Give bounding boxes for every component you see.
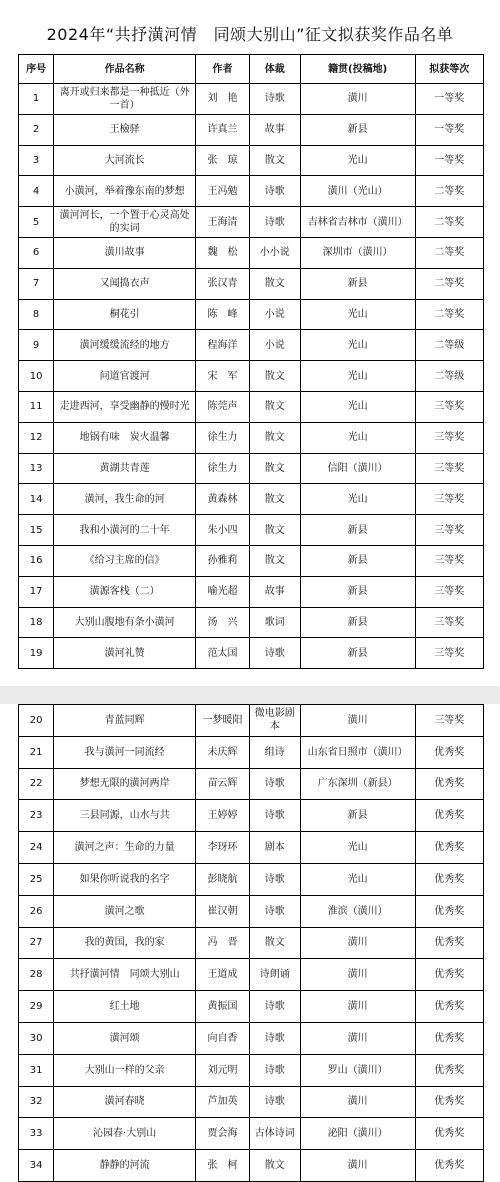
cell-award: 二等奖 (415, 176, 483, 207)
table-row (19, 484, 484, 515)
cell-no: 14 (19, 484, 54, 515)
cell-work-title: 大别山一样的父亲 (54, 1054, 196, 1086)
cell-award: 三等奖 (415, 607, 483, 638)
cell-author: 冯 晋 (196, 927, 250, 959)
cell-author: 刘元明 (196, 1054, 250, 1086)
cell-award: 优秀奖 (415, 800, 483, 832)
cell-origin: 潢川 (300, 1022, 415, 1054)
table-row (19, 145, 484, 176)
cell-genre: 小小说 (249, 237, 300, 268)
cell-author: 陈莞声 (196, 391, 250, 422)
cell-award: 二等奖 (415, 299, 483, 330)
cell-work-title: 我的黄国，我的家 (54, 927, 196, 959)
cell-no: 27 (19, 927, 54, 959)
table-row (19, 705, 484, 737)
table-row (19, 84, 484, 115)
cell-award: 三等奖 (415, 545, 483, 576)
cell-author: 未庆辉 (196, 736, 250, 768)
cell-origin: 光山 (300, 484, 415, 515)
cell-work-title: 地锅有味 炭火温馨 (54, 422, 196, 453)
cell-award: 优秀奖 (415, 991, 483, 1023)
cell-author: 王冯勉 (196, 176, 250, 207)
cell-no: 19 (19, 638, 54, 669)
cell-work-title: 红土地 (54, 991, 196, 1023)
cell-work-title: 潢源客栈（二） (54, 576, 196, 607)
cell-no: 30 (19, 1022, 54, 1054)
header-genre: 体裁 (249, 55, 300, 84)
table-row (19, 927, 484, 959)
table-row (19, 515, 484, 546)
cell-work-title: 《给习主席的信》 (54, 545, 196, 576)
cell-author: 彭晓航 (196, 863, 250, 895)
cell-origin: 潢川 (300, 1086, 415, 1118)
cell-origin: 光山 (300, 361, 415, 392)
cell-genre: 散文 (249, 515, 300, 546)
cell-author: 孙雅莉 (196, 545, 250, 576)
table-row (19, 391, 484, 422)
cell-genre: 故事 (249, 114, 300, 145)
table-row (19, 207, 484, 238)
cell-origin: 潢川 (300, 991, 415, 1023)
cell-genre: 诗歌 (249, 1054, 300, 1086)
cell-origin: 新县 (300, 638, 415, 669)
table-row (19, 895, 484, 927)
cell-origin: 泌阳（潢川） (300, 1118, 415, 1150)
cell-origin: 光山 (300, 863, 415, 895)
cell-no: 1 (19, 84, 54, 115)
cell-no: 15 (19, 515, 54, 546)
cell-work-title: 王檢驿 (54, 114, 196, 145)
cell-origin: 罗山（潢川） (300, 1054, 415, 1086)
cell-work-title: 黄湖共青莲 (54, 453, 196, 484)
cell-no: 2 (19, 114, 54, 145)
cell-no: 13 (19, 453, 54, 484)
cell-award: 三等奖 (415, 484, 483, 515)
cell-genre: 散文 (249, 545, 300, 576)
cell-genre: 散文 (249, 361, 300, 392)
cell-work-title: 潢河颂 (54, 1022, 196, 1054)
cell-origin: 潢川 (300, 1150, 415, 1182)
cell-author: 范太国 (196, 638, 250, 669)
cell-no: 25 (19, 863, 54, 895)
cell-author: 徐生力 (196, 453, 250, 484)
document-title: 2024年“共抒潢河情 同颂大别山”征文拟获奖作品名单 (46, 25, 454, 44)
cell-no: 18 (19, 607, 54, 638)
cell-origin: 光山 (300, 299, 415, 330)
cell-genre: 诗歌 (249, 638, 300, 669)
cell-genre: 歌词 (249, 607, 300, 638)
cell-no: 5 (19, 207, 54, 238)
cell-no: 6 (19, 237, 54, 268)
table-row (19, 1022, 484, 1054)
cell-genre: 散文 (249, 145, 300, 176)
cell-author: 汤 兴 (196, 607, 250, 638)
cell-no: 12 (19, 422, 54, 453)
award-table-part-1 (18, 54, 484, 669)
cell-award: 优秀奖 (415, 768, 483, 800)
cell-no: 24 (19, 832, 54, 864)
cell-author: 王道成 (196, 959, 250, 991)
cell-award: 二等奖 (415, 268, 483, 299)
cell-author: 程海洋 (196, 330, 250, 361)
cell-genre: 组诗 (249, 736, 300, 768)
table-row (19, 330, 484, 361)
table-row (19, 176, 484, 207)
cell-author: 喻光超 (196, 576, 250, 607)
cell-origin: 新县 (300, 607, 415, 638)
cell-origin: 光山 (300, 330, 415, 361)
cell-author: 向自香 (196, 1022, 250, 1054)
cell-award: 一等奖 (415, 114, 483, 145)
cell-origin: 光山 (300, 422, 415, 453)
cell-origin: 新县 (300, 268, 415, 299)
table-row (19, 768, 484, 800)
table-row (19, 1086, 484, 1118)
cell-genre: 散文 (249, 453, 300, 484)
cell-work-title: 离开或归来都是一种抵近（外一首） (54, 84, 196, 115)
table-row (19, 453, 484, 484)
cell-work-title: 潢川故事 (54, 237, 196, 268)
table-row (19, 991, 484, 1023)
table-row (19, 545, 484, 576)
cell-origin: 信阳（潢川） (300, 453, 415, 484)
cell-work-title: 走进西河，享受幽静的慢时光 (54, 391, 196, 422)
cell-no: 21 (19, 736, 54, 768)
cell-no: 4 (19, 176, 54, 207)
cell-genre: 散文 (249, 422, 300, 453)
cell-work-title: 大别山腹地有条小潢河 (54, 607, 196, 638)
cell-genre: 诗歌 (249, 1022, 300, 1054)
cell-no: 26 (19, 895, 54, 927)
cell-award: 优秀奖 (415, 1118, 483, 1150)
cell-work-title: 沁园春·大别山 (54, 1118, 196, 1150)
cell-work-title: 又闻捣衣声 (54, 268, 196, 299)
cell-award: 三等奖 (415, 422, 483, 453)
cell-no: 34 (19, 1150, 54, 1182)
cell-work-title: 问道官渡河 (54, 361, 196, 392)
table-row (19, 576, 484, 607)
cell-genre: 诗歌 (249, 991, 300, 1023)
cell-origin: 新县 (300, 545, 415, 576)
cell-genre: 散文 (249, 484, 300, 515)
cell-genre: 诗歌 (249, 895, 300, 927)
cell-genre: 诗歌 (249, 176, 300, 207)
cell-no: 33 (19, 1118, 54, 1150)
cell-genre: 小说 (249, 299, 300, 330)
cell-genre: 剧本 (249, 832, 300, 864)
cell-work-title: 共抒潢河情 同颂大别山 (54, 959, 196, 991)
cell-author: 刘 艳 (196, 84, 250, 115)
cell-origin: 潢川 (300, 705, 415, 737)
cell-no: 31 (19, 1054, 54, 1086)
cell-origin: 淮滨（潢川） (300, 895, 415, 927)
cell-genre: 诗歌 (249, 84, 300, 115)
page-break-gap (0, 686, 500, 704)
cell-no: 8 (19, 299, 54, 330)
cell-origin: 光山 (300, 832, 415, 864)
cell-origin: 吉林省吉林市（潢川） (300, 207, 415, 238)
cell-genre: 散文 (249, 391, 300, 422)
table-row (19, 299, 484, 330)
cell-author: 贾会海 (196, 1118, 250, 1150)
cell-work-title: 桐花引 (54, 299, 196, 330)
cell-award: 优秀奖 (415, 736, 483, 768)
table-row (19, 1118, 484, 1150)
cell-author: 芦加英 (196, 1086, 250, 1118)
cell-origin: 新县 (300, 114, 415, 145)
cell-award: 二等级 (415, 361, 483, 392)
header-work: 作品名称 (54, 55, 196, 84)
cell-origin: 光山 (300, 391, 415, 422)
cell-work-title: 潢河河长，一个置于心灵高处的实词 (54, 207, 196, 238)
table-row (19, 800, 484, 832)
table-row (19, 607, 484, 638)
cell-genre: 古体诗词 (249, 1118, 300, 1150)
table-row (19, 237, 484, 268)
cell-award: 三等奖 (415, 453, 483, 484)
table-row (19, 268, 484, 299)
cell-award: 优秀奖 (415, 1086, 483, 1118)
cell-award: 三等奖 (415, 576, 483, 607)
cell-no: 3 (19, 145, 54, 176)
cell-no: 11 (19, 391, 54, 422)
table-row (19, 114, 484, 145)
cell-genre: 散文 (249, 927, 300, 959)
cell-origin: 深圳市（潢川） (300, 237, 415, 268)
cell-genre: 微电影剧本 (249, 705, 300, 737)
cell-author: 张汉青 (196, 268, 250, 299)
cell-genre: 散文 (249, 268, 300, 299)
header-author: 作者 (196, 55, 250, 84)
table-row (19, 1054, 484, 1086)
cell-no: 29 (19, 991, 54, 1023)
cell-author: 朱小四 (196, 515, 250, 546)
cell-no: 9 (19, 330, 54, 361)
cell-author: 徐生力 (196, 422, 250, 453)
cell-award: 优秀奖 (415, 895, 483, 927)
table-row (19, 832, 484, 864)
cell-author: 许真兰 (196, 114, 250, 145)
cell-author: 王婷婷 (196, 800, 250, 832)
cell-award: 三等奖 (415, 391, 483, 422)
table-row (19, 1150, 484, 1182)
cell-origin: 潢川 (300, 927, 415, 959)
cell-no: 7 (19, 268, 54, 299)
cell-origin: 新县 (300, 515, 415, 546)
cell-no: 22 (19, 768, 54, 800)
cell-award: 优秀奖 (415, 1054, 483, 1086)
cell-genre: 诗歌 (249, 863, 300, 895)
cell-award: 三等奖 (415, 515, 483, 546)
cell-work-title: 潢河之声：生命的力量 (54, 832, 196, 864)
cell-author: 魏 松 (196, 237, 250, 268)
cell-no: 10 (19, 361, 54, 392)
cell-no: 28 (19, 959, 54, 991)
cell-work-title: 大河流长 (54, 145, 196, 176)
cell-work-title: 潢河之歌 (54, 895, 196, 927)
cell-genre: 诗歌 (249, 207, 300, 238)
cell-award: 优秀奖 (415, 1022, 483, 1054)
cell-no: 32 (19, 1086, 54, 1118)
cell-author: 陈 峰 (196, 299, 250, 330)
cell-no: 23 (19, 800, 54, 832)
table-row (19, 736, 484, 768)
cell-origin: 新县 (300, 800, 415, 832)
cell-author: 张 琼 (196, 145, 250, 176)
cell-award: 二等级 (415, 330, 483, 361)
cell-work-title: 如果你听说我的名字 (54, 863, 196, 895)
table-row (19, 638, 484, 669)
cell-origin: 潢川 (300, 84, 415, 115)
award-table-part-2 (18, 704, 484, 1182)
cell-genre: 故事 (249, 576, 300, 607)
cell-author: 宋 军 (196, 361, 250, 392)
cell-award: 优秀奖 (415, 959, 483, 991)
cell-work-title: 我和小潢河的二十年 (54, 515, 196, 546)
table-row (19, 959, 484, 991)
cell-award: 三等奖 (415, 705, 483, 737)
cell-author: 苗云辉 (196, 768, 250, 800)
cell-genre: 诗歌 (249, 768, 300, 800)
cell-author: 崔汉朝 (196, 895, 250, 927)
cell-origin: 广东深圳（新县） (300, 768, 415, 800)
cell-origin: 光山 (300, 145, 415, 176)
cell-genre: 散文 (249, 1150, 300, 1182)
cell-author: 一梦暖阳 (196, 705, 250, 737)
cell-award: 优秀奖 (415, 863, 483, 895)
cell-author: 李玡环 (196, 832, 250, 864)
cell-award: 三等奖 (415, 638, 483, 669)
cell-no: 17 (19, 576, 54, 607)
cell-origin: 潢川（光山） (300, 176, 415, 207)
cell-work-title: 梦想无限的潢河两岸 (54, 768, 196, 800)
header-no: 序号 (19, 55, 54, 84)
cell-genre: 诗歌 (249, 800, 300, 832)
cell-author: 张 柯 (196, 1150, 250, 1182)
cell-origin: 山东省日照市（潢川） (300, 736, 415, 768)
cell-work-title: 我与潢河一同流经 (54, 736, 196, 768)
cell-work-title: 小潢河，举着豫东南的梦想 (54, 176, 196, 207)
cell-award: 二等奖 (415, 207, 483, 238)
cell-author: 黄振国 (196, 991, 250, 1023)
cell-work-title: 潢河，我生命的河 (54, 484, 196, 515)
header-award: 拟获等次 (415, 55, 483, 84)
cell-work-title: 青蓝同辉 (54, 705, 196, 737)
cell-genre: 诗朗诵 (249, 959, 300, 991)
cell-origin: 新县 (300, 576, 415, 607)
table-row (19, 422, 484, 453)
cell-genre: 小说 (249, 330, 300, 361)
cell-award: 一等奖 (415, 84, 483, 115)
cell-genre: 诗歌 (249, 1086, 300, 1118)
cell-award: 二等奖 (415, 237, 483, 268)
table-header-row (19, 55, 484, 84)
cell-author: 王海清 (196, 207, 250, 238)
cell-work-title: 静静的河流 (54, 1150, 196, 1182)
cell-author: 黄森林 (196, 484, 250, 515)
cell-award: 优秀奖 (415, 927, 483, 959)
cell-award: 一等奖 (415, 145, 483, 176)
cell-no: 16 (19, 545, 54, 576)
cell-no: 20 (19, 705, 54, 737)
cell-origin: 潢川 (300, 959, 415, 991)
table-row (19, 863, 484, 895)
cell-work-title: 潢河春晓 (54, 1086, 196, 1118)
cell-work-title: 潢河礼赞 (54, 638, 196, 669)
table-row (19, 361, 484, 392)
header-origin: 籍贯(投稿地) (300, 55, 415, 84)
cell-work-title: 三县同源，山水与共 (54, 800, 196, 832)
cell-award: 优秀奖 (415, 1150, 483, 1182)
cell-award: 优秀奖 (415, 832, 483, 864)
cell-work-title: 潢河缓缓流经的地方 (54, 330, 196, 361)
